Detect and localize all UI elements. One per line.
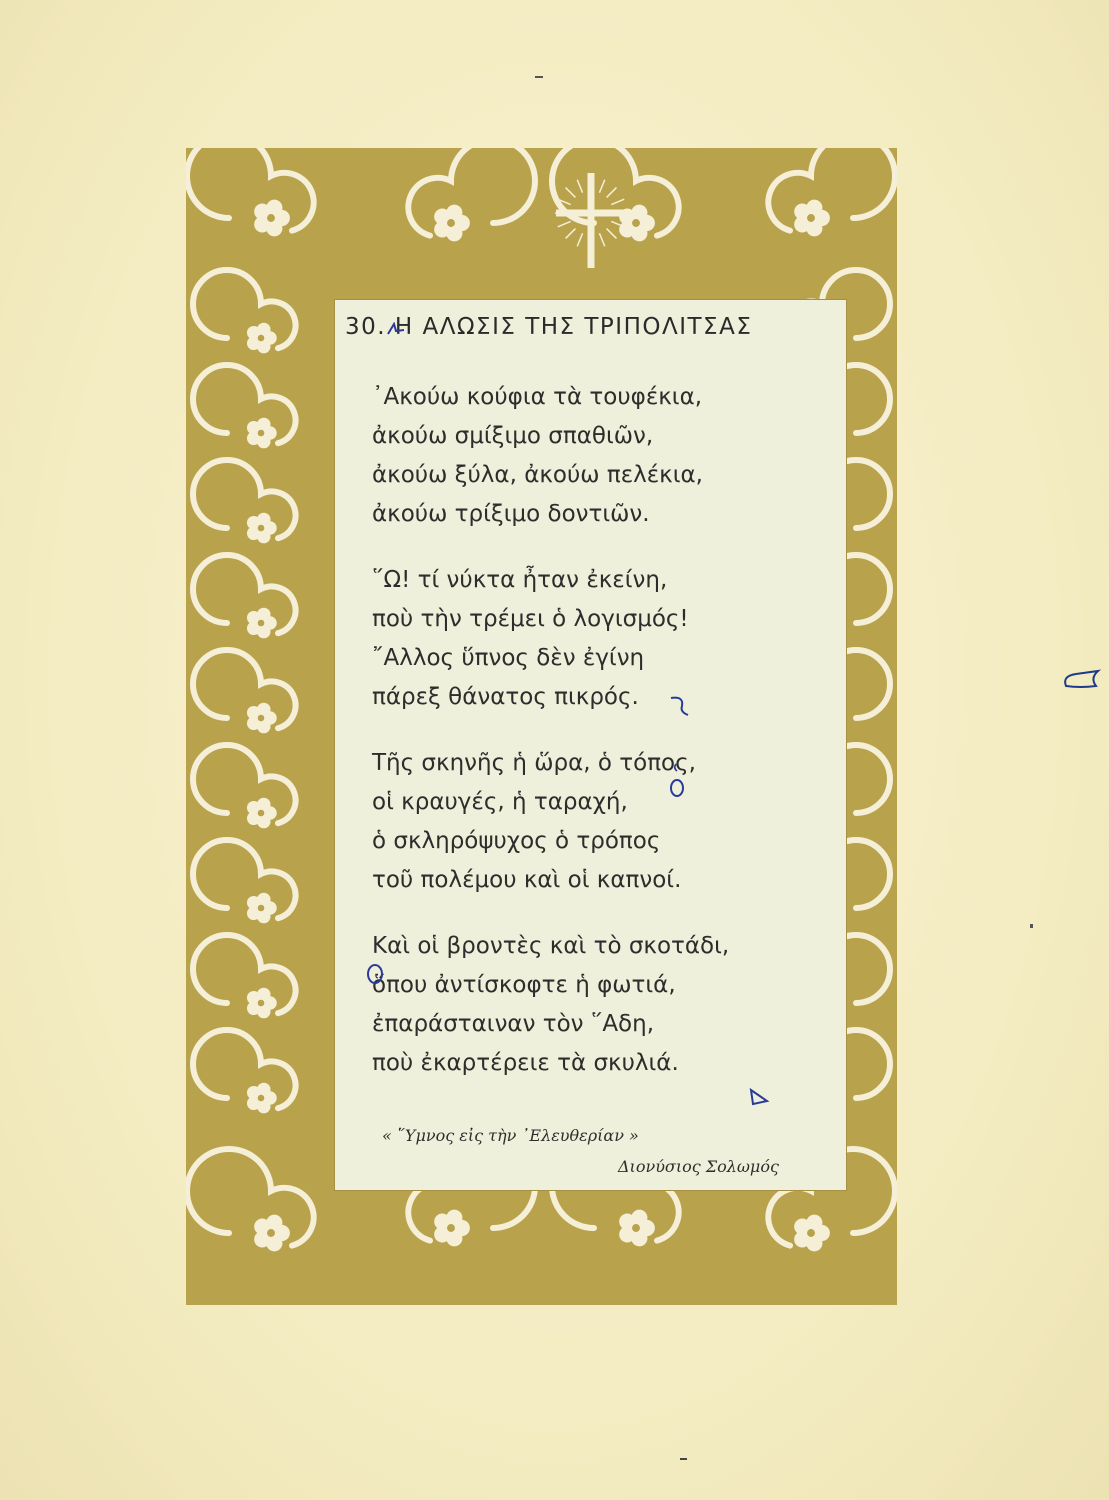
flower-ornament xyxy=(247,703,277,734)
page-speck xyxy=(680,1458,687,1460)
stanza-2 xyxy=(372,561,832,717)
verse-line: τοῦ πολέμου καὶ οἱ καπνοί. xyxy=(372,867,682,893)
stanza-3 xyxy=(372,744,832,900)
verse-line: ἐπαράσταιναν τὸν ῞Αδη, xyxy=(372,1011,655,1037)
verse-line: ἀκούω σμίξιμο σπαθιῶν, xyxy=(372,423,654,449)
cross-icon xyxy=(555,173,627,268)
flower-ornament xyxy=(247,798,277,829)
pen-margin-mark-icon xyxy=(1060,668,1104,694)
scroll-vine xyxy=(193,270,296,348)
scroll-vine xyxy=(193,460,296,538)
verse-line: ῞Ω! τί νύκτα ἦταν ἐκείνη, xyxy=(372,567,668,593)
scroll-vine xyxy=(193,745,296,823)
flower-ornament xyxy=(434,205,470,242)
flower-ornament xyxy=(794,200,830,237)
scroll-vine xyxy=(768,148,895,231)
flower-ornament xyxy=(247,1083,277,1114)
page-speck xyxy=(1030,924,1033,928)
page-speck xyxy=(535,76,543,78)
verse-line: ποὺ τὴν τρέμει ὁ λογισμός! xyxy=(372,606,689,632)
scroll-vine xyxy=(187,148,314,231)
flower-ornament xyxy=(434,1210,470,1247)
verse-line: Τῆς σκηνῆς ἡ ὥρα, ὁ τόπος, xyxy=(372,750,696,776)
pen-circle-mark-icon xyxy=(365,962,387,986)
poem-title: 30. Η ΑΛΩΣΙΣ ΤΗΣ ΤΡΙΠΟΛΙΤΣΑΣ xyxy=(345,314,753,340)
verse-line: πάρεξ θάνατος πικρός. xyxy=(372,684,639,710)
pen-circle-mark-icon xyxy=(666,762,690,802)
verse-line: ᾿Ακούω κούφια τὰ τουφέκια, xyxy=(372,384,703,410)
flower-ornament xyxy=(254,200,290,237)
stanza-1 xyxy=(372,378,832,534)
flower-ornament xyxy=(247,608,277,639)
scroll-vine xyxy=(193,935,296,1013)
scroll-vine xyxy=(193,650,296,728)
scroll-vine xyxy=(187,1149,314,1246)
pen-mark-icon xyxy=(386,322,406,338)
flower-ornament xyxy=(619,1210,655,1247)
scroll-vine xyxy=(193,365,296,443)
scroll-vine xyxy=(193,840,296,918)
flower-ornament xyxy=(247,418,277,449)
verse-line: ὅπου ἀντίσκοφτε ἡ φωτιά, xyxy=(372,972,676,998)
pen-arrow-mark-icon xyxy=(748,1087,770,1107)
scroll-vine xyxy=(408,148,535,236)
flower-ornament xyxy=(247,893,277,924)
stanza-4 xyxy=(372,927,832,1083)
verse-line: οἱ κραυγές, ἡ ταραχή, xyxy=(372,789,628,815)
verse-line: ἀκούω ξύλα, ἀκούω πελέκια, xyxy=(372,462,703,488)
verse-line: ἀκούω τρίξιμο δοντιῶν. xyxy=(372,501,650,527)
scroll-vine xyxy=(193,1030,296,1108)
pen-mark-icon xyxy=(668,694,692,718)
flower-ornament xyxy=(247,323,277,354)
author-attribution: Διονύσιος Σολωμός xyxy=(618,1157,779,1176)
verse-line: ὁ σκληρόψυχος ὁ τρόπος xyxy=(372,828,661,854)
flower-ornament xyxy=(254,1215,290,1252)
scroll-vine xyxy=(193,555,296,633)
verse-line: ῎Αλλος ὕπνος δὲν ἐγίνη xyxy=(372,645,645,671)
verse-line: Καὶ οἱ βροντὲς καὶ τὸ σκοτάδι, xyxy=(372,933,730,959)
flower-ornament xyxy=(247,988,277,1019)
source-citation: « ῞Υμνος εἰς τὴν ᾿Ελευθερίαν » xyxy=(382,1126,639,1145)
flower-ornament xyxy=(794,1215,830,1252)
flower-ornament xyxy=(247,513,277,544)
poem-body xyxy=(372,378,832,1110)
verse-line: ποὺ ἐκαρτέρειε τὰ σκυλιά. xyxy=(372,1050,679,1076)
